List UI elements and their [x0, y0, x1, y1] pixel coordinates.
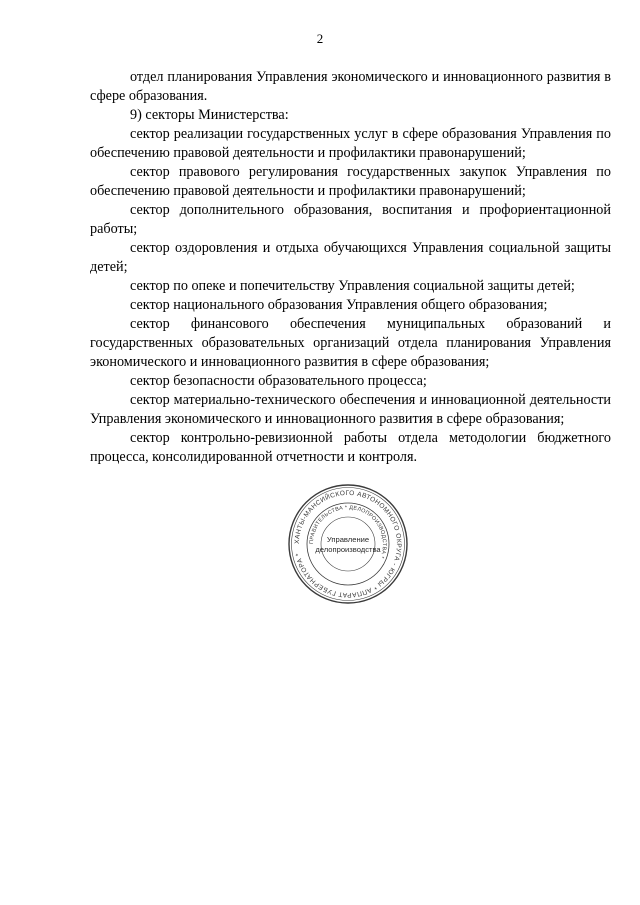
paragraph: сектор по опеке и попечительству Управления социальной защиты детей; [130, 278, 575, 294]
paragraph: 9) секторы Министерства: [130, 107, 289, 123]
stamp-center-line-1: Управление [326, 535, 370, 544]
paragraph: сектор финансового обеспечения муниципальных образований и государственных образовательных организаций отдела планирования Управления экономического и инновационного развития в сфере образования; [90, 316, 611, 370]
paragraph: сектор правового регулирования государственных закупок Управления по обеспечению правовой деятельности и профилактики правонарушений; [90, 164, 611, 199]
stamp-inner-ring-text: ПРАВИТЕЛЬСТВА * ДЕЛОПРОИЗВОДСТВА * [308, 504, 388, 560]
official-stamp [287, 483, 409, 605]
paragraph: сектор материально-технического обеспечения и инновационной деятельности Управления экономического и инновационного развития в сфере образования; [90, 392, 611, 427]
stamp-center-line-2: делопроизводства [315, 545, 381, 554]
paragraph: отдел планирования Управления экономического и инновационного развития в сфере образования. [90, 69, 611, 104]
document-body [90, 68, 611, 467]
stamp-outer-circle-2 [292, 488, 405, 601]
paragraph: сектор безопасности образовательного процесса; [130, 373, 427, 389]
page-number: 2 [316, 31, 324, 46]
paragraph: сектор национального образования Управления общего образования; [130, 297, 548, 313]
paragraph: сектор контрольно-ревизионной работы отдела методологии бюджетного процесса, консолидированной отчетности и контроля. [90, 430, 611, 465]
paragraph: сектор оздоровления и отдыха обучающихся Управления социальной защиты детей; [90, 240, 611, 275]
paragraph: сектор дополнительного образования, воспитания и профориентационной работы; [90, 202, 611, 237]
stamp-ring-text: ХАНТЫ-МАНСИЙСКОГО АВТОНОМНОГО ОКРУГА - ЮГРЫ * АППАРАТ ГУБЕРНАТОРА * [293, 489, 403, 599]
stamp-inner-circle [321, 517, 375, 571]
stamp-middle-circle [307, 503, 389, 585]
paragraph: сектор реализации государственных услуг в сфере образования Управления по обеспечению правовой деятельности и профилактики правонарушений; [90, 126, 611, 161]
